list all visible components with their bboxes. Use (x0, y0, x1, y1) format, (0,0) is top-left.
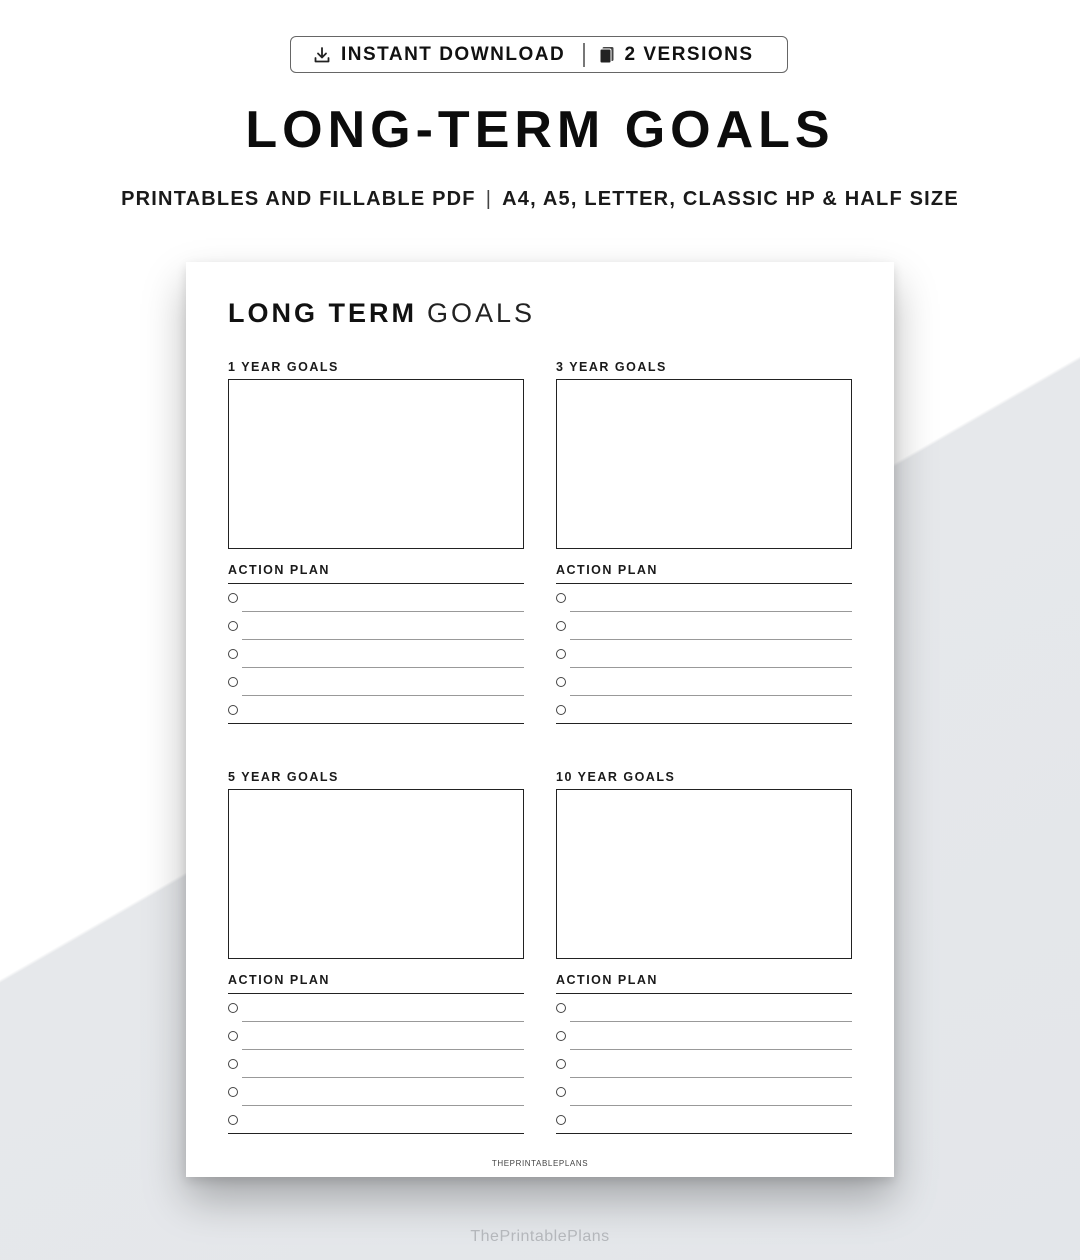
sheet-title-bold: LONG TERM (228, 298, 417, 328)
action-item[interactable] (228, 640, 524, 668)
action-item[interactable] (228, 994, 524, 1022)
sheet-footer: THEPRINTABLEPLANS (491, 1159, 589, 1168)
checkbox-circle[interactable] (228, 621, 238, 631)
action-plan-heading: ACTION PLAN (556, 563, 658, 577)
goal-heading: 3 YEAR GOALS (556, 360, 667, 374)
action-item[interactable] (556, 640, 852, 668)
checkbox-circle[interactable] (556, 1003, 566, 1013)
checkbox-circle[interactable] (228, 1031, 238, 1041)
checkbox-circle[interactable] (228, 1087, 238, 1097)
write-line (228, 723, 524, 724)
write-line (556, 1133, 852, 1134)
checkbox-circle[interactable] (228, 1059, 238, 1069)
action-item[interactable] (228, 668, 524, 696)
checkbox-circle[interactable] (556, 1031, 566, 1041)
quadrant-5-year (228, 770, 524, 1134)
checkbox-circle[interactable] (556, 1087, 566, 1097)
goal-heading: 1 YEAR GOALS (228, 360, 339, 374)
document-icon (599, 46, 615, 64)
quadrant-1-year (228, 360, 524, 724)
action-plan-heading: ACTION PLAN (228, 563, 330, 577)
checkbox-circle[interactable] (556, 593, 566, 603)
checkbox-circle[interactable] (228, 593, 238, 603)
action-item[interactable] (556, 1022, 852, 1050)
action-item[interactable] (556, 994, 852, 1022)
planner-sheet (186, 262, 894, 1177)
checkbox-circle[interactable] (228, 1115, 238, 1125)
action-item[interactable] (228, 1106, 524, 1134)
action-plan-heading: ACTION PLAN (228, 973, 330, 987)
goal-box[interactable] (228, 379, 524, 549)
write-line (556, 723, 852, 724)
subtitle-separator: | (485, 188, 493, 210)
action-item[interactable] (228, 612, 524, 640)
sheet-title (228, 298, 535, 329)
checkbox-circle[interactable] (228, 677, 238, 687)
download-icon (313, 46, 331, 64)
instant-download-segment (291, 37, 583, 72)
checkbox-circle[interactable] (228, 705, 238, 715)
goal-box[interactable] (228, 789, 524, 959)
watermark: ThePrintablePlans (470, 1228, 610, 1245)
action-item[interactable] (556, 1106, 852, 1134)
action-item[interactable] (228, 696, 524, 724)
action-item[interactable] (556, 584, 852, 612)
action-item[interactable] (556, 1078, 852, 1106)
versions-segment (585, 37, 754, 72)
goal-heading: 10 YEAR GOALS (556, 770, 676, 784)
goal-box[interactable] (556, 789, 852, 959)
subtitle-formats: PRINTABLES AND FILLABLE PDF (121, 188, 476, 210)
checkbox-circle[interactable] (228, 1003, 238, 1013)
checkbox-circle[interactable] (556, 649, 566, 659)
action-item[interactable] (228, 1050, 524, 1078)
subtitle-sizes: A4, A5, LETTER, CLASSIC HP & HALF SIZE (502, 188, 959, 210)
write-line (228, 1133, 524, 1134)
action-item[interactable] (228, 1078, 524, 1106)
quadrant-3-year (556, 360, 852, 724)
page-title: LONG-TERM GOALS (245, 101, 835, 159)
quadrant-10-year (556, 770, 852, 1134)
action-item[interactable] (556, 612, 852, 640)
checkbox-circle[interactable] (556, 677, 566, 687)
checkbox-circle[interactable] (228, 649, 238, 659)
checkbox-circle[interactable] (556, 621, 566, 631)
action-item[interactable] (556, 668, 852, 696)
goal-box[interactable] (556, 379, 852, 549)
action-item[interactable] (228, 1022, 524, 1050)
action-item[interactable] (556, 1050, 852, 1078)
versions-label: 2 VERSIONS (624, 43, 754, 65)
page-subtitle (0, 188, 1080, 211)
goal-heading: 5 YEAR GOALS (228, 770, 339, 784)
action-item[interactable] (556, 696, 852, 724)
action-plan-heading: ACTION PLAN (556, 973, 658, 987)
action-item[interactable] (228, 584, 524, 612)
sheet-title-light: GOALS (427, 298, 536, 328)
checkbox-circle[interactable] (556, 1059, 566, 1069)
product-badge (290, 36, 788, 73)
instant-download-label: INSTANT DOWNLOAD (341, 43, 566, 65)
checkbox-circle[interactable] (556, 705, 566, 715)
checkbox-circle[interactable] (556, 1115, 566, 1125)
